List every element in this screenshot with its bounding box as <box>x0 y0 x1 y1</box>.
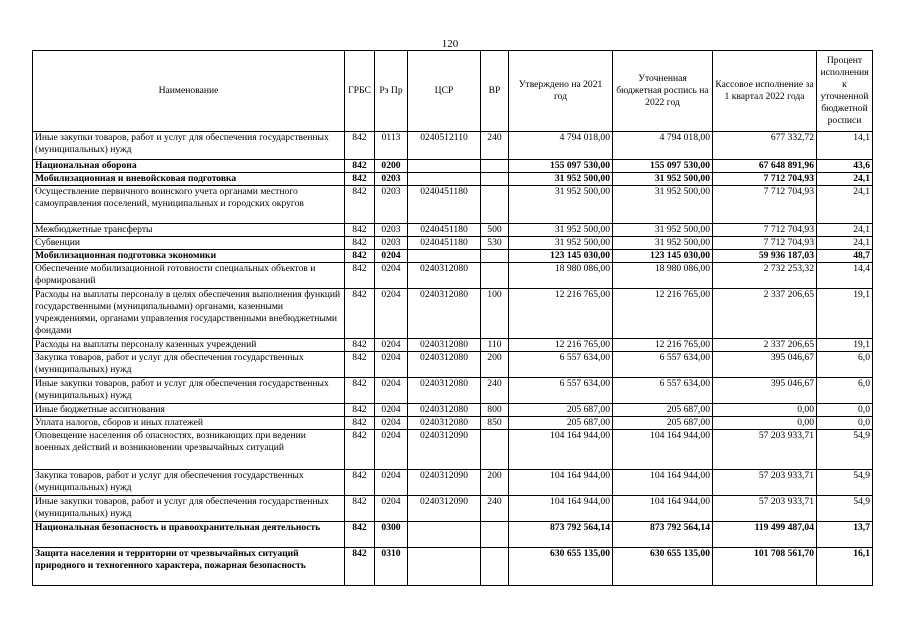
cell-refined: 104 164 944,00 <box>613 470 713 496</box>
cell-vr: 530 <box>481 237 509 250</box>
cell-approved: 31 952 500,00 <box>509 173 613 186</box>
table-row <box>33 404 873 417</box>
cell-rzpr: 0204 <box>375 404 408 417</box>
table-header-row <box>33 51 873 132</box>
cell-rzpr: 0204 <box>375 470 408 496</box>
cell-cash: 67 648 891,96 <box>713 160 817 173</box>
cell-csr <box>408 522 481 548</box>
cell-csr: 0240512110 <box>408 132 481 160</box>
cell-percent: 6,0 <box>817 378 873 404</box>
header-rzpr: Рз Пр <box>375 51 408 132</box>
cell-grbs: 842 <box>345 132 375 160</box>
cell-rzpr: 0300 <box>375 522 408 548</box>
cell-approved: 205 687,00 <box>509 404 613 417</box>
cell-grbs: 842 <box>345 352 375 378</box>
cell-vr: 100 <box>481 289 509 339</box>
cell-cash: 57 203 933,71 <box>713 430 817 470</box>
cell-csr: 0240312090 <box>408 496 481 522</box>
cell-percent: 24,1 <box>817 173 873 186</box>
cell-rzpr: 0310 <box>375 548 408 586</box>
cell-approved: 31 952 500,00 <box>509 186 613 224</box>
table-row <box>33 352 873 378</box>
cell-rzpr: 0204 <box>375 352 408 378</box>
cell-rzpr: 0113 <box>375 132 408 160</box>
cell-refined: 873 792 564,14 <box>613 522 713 548</box>
cell-approved: 18 980 086,00 <box>509 263 613 289</box>
cell-percent: 54,9 <box>817 430 873 470</box>
cell-rzpr: 0204 <box>375 339 408 352</box>
cell-cash: 0,00 <box>713 404 817 417</box>
cell-approved: 873 792 564,14 <box>509 522 613 548</box>
cell-rzpr: 0203 <box>375 173 408 186</box>
cell-grbs: 842 <box>345 378 375 404</box>
cell-refined: 12 216 765,00 <box>613 339 713 352</box>
cell-grbs: 842 <box>345 160 375 173</box>
cell-approved: 31 952 500,00 <box>509 237 613 250</box>
cell-csr: 0240312080 <box>408 378 481 404</box>
cell-vr: 240 <box>481 496 509 522</box>
cell-approved: 155 097 530,00 <box>509 160 613 173</box>
cell-cash: 2 337 206,65 <box>713 289 817 339</box>
page-number: 120 <box>441 38 459 50</box>
table-row <box>33 289 873 339</box>
cell-csr: 0240312080 <box>408 352 481 378</box>
cell-csr <box>408 160 481 173</box>
table-row <box>33 470 873 496</box>
cell-grbs: 842 <box>345 417 375 430</box>
cell-csr <box>408 250 481 263</box>
budget-table <box>32 50 873 586</box>
cell-name: Национальная оборона <box>33 160 345 173</box>
cell-approved: 104 164 944,00 <box>509 470 613 496</box>
cell-percent: 24,1 <box>817 237 873 250</box>
cell-percent: 0,0 <box>817 417 873 430</box>
cell-name: Расходы на выплаты персоналу казенных учреждений <box>33 339 345 352</box>
cell-grbs: 842 <box>345 339 375 352</box>
table-body <box>33 132 873 586</box>
cell-percent: 24,1 <box>817 224 873 237</box>
cell-percent: 14,4 <box>817 263 873 289</box>
cell-name: Национальная безопасность и правоохранительная деятельность <box>33 522 345 548</box>
cell-percent: 14,1 <box>817 132 873 160</box>
table-row <box>33 378 873 404</box>
cell-grbs: 842 <box>345 404 375 417</box>
cell-rzpr: 0204 <box>375 263 408 289</box>
cell-refined: 205 687,00 <box>613 404 713 417</box>
cell-vr <box>481 548 509 586</box>
cell-percent: 24,1 <box>817 186 873 224</box>
cell-percent: 16,1 <box>817 548 873 586</box>
cell-approved: 12 216 765,00 <box>509 289 613 339</box>
cell-cash: 101 708 561,70 <box>713 548 817 586</box>
cell-approved: 6 557 634,00 <box>509 378 613 404</box>
cell-csr: 0240451180 <box>408 237 481 250</box>
cell-csr: 0240451180 <box>408 224 481 237</box>
cell-vr <box>481 160 509 173</box>
cell-refined: 6 557 634,00 <box>613 378 713 404</box>
cell-vr: 200 <box>481 470 509 496</box>
cell-approved: 205 687,00 <box>509 417 613 430</box>
cell-cash: 7 712 704,93 <box>713 237 817 250</box>
cell-grbs: 842 <box>345 186 375 224</box>
cell-name: Иные закупки товаров, работ и услуг для обеспечения государственных (муниципальных) нужд <box>33 132 345 160</box>
header-percent: Процент исполнения к уточненной бюджетной росписи <box>817 51 873 132</box>
cell-name: Иные закупки товаров, работ и услуг для обеспечения государственных (муниципальных) нужд <box>33 378 345 404</box>
cell-name: Оповещение населения об опасностях, возникающих при ведении военных действий и возникновении чрезвычайных ситуаций <box>33 430 345 470</box>
cell-approved: 6 557 634,00 <box>509 352 613 378</box>
cell-vr <box>481 430 509 470</box>
table-row <box>33 250 873 263</box>
cell-name: Закупка товаров, работ и услуг для обеспечения государственных (муниципальных) нужд <box>33 352 345 378</box>
cell-csr: 0240312080 <box>408 417 481 430</box>
cell-vr <box>481 186 509 224</box>
cell-vr: 500 <box>481 224 509 237</box>
cell-approved: 104 164 944,00 <box>509 430 613 470</box>
header-grbs: ГРБС <box>345 51 375 132</box>
cell-name: Осуществление первичного воинского учета органами местного самоуправления поселений, муниципальных и городских округов <box>33 186 345 224</box>
cell-approved: 630 655 135,00 <box>509 548 613 586</box>
table-row <box>33 224 873 237</box>
cell-percent: 43,6 <box>817 160 873 173</box>
cell-name: Межбюджетные трансферты <box>33 224 345 237</box>
cell-csr: 0240312090 <box>408 430 481 470</box>
table-row <box>33 160 873 173</box>
cell-cash: 57 203 933,71 <box>713 496 817 522</box>
header-approved: Утверждено на 2021 год <box>509 51 613 132</box>
header-refined: Уточненная бюджетная роспись на 2022 год <box>613 51 713 132</box>
cell-cash: 2 732 253,32 <box>713 263 817 289</box>
cell-vr <box>481 263 509 289</box>
cell-approved: 12 216 765,00 <box>509 339 613 352</box>
table-row <box>33 496 873 522</box>
cell-approved: 123 145 030,00 <box>509 250 613 263</box>
cell-refined: 123 145 030,00 <box>613 250 713 263</box>
cell-csr <box>408 173 481 186</box>
cell-cash: 7 712 704,93 <box>713 173 817 186</box>
cell-refined: 31 952 500,00 <box>613 237 713 250</box>
cell-vr <box>481 173 509 186</box>
cell-csr: 0240312080 <box>408 263 481 289</box>
cell-grbs: 842 <box>345 548 375 586</box>
cell-name: Защита населения и территории от чрезвычайных ситуаций природного и техногенного характера, пожарная безопасность <box>33 548 345 586</box>
cell-cash: 57 203 933,71 <box>713 470 817 496</box>
header-name: Наименование <box>33 51 345 132</box>
table-row <box>33 339 873 352</box>
cell-rzpr: 0203 <box>375 224 408 237</box>
cell-grbs: 842 <box>345 173 375 186</box>
cell-refined: 18 980 086,00 <box>613 263 713 289</box>
cell-cash: 395 046,67 <box>713 378 817 404</box>
cell-rzpr: 0204 <box>375 496 408 522</box>
cell-name: Расходы на выплаты персоналу в целях обеспечения выполнения функций государственными (муниципальными) органами, казенными учреждениями, органами управления государственными внебюджетными фондами <box>33 289 345 339</box>
cell-name: Иные закупки товаров, работ и услуг для обеспечения государственных (муниципальных) нужд <box>33 496 345 522</box>
cell-refined: 12 216 765,00 <box>613 289 713 339</box>
cell-grbs: 842 <box>345 289 375 339</box>
cell-csr: 0240451180 <box>408 186 481 224</box>
cell-percent: 54,9 <box>817 470 873 496</box>
table-row <box>33 522 873 548</box>
cell-cash: 395 046,67 <box>713 352 817 378</box>
cell-refined: 104 164 944,00 <box>613 430 713 470</box>
cell-refined: 104 164 944,00 <box>613 496 713 522</box>
cell-percent: 6,0 <box>817 352 873 378</box>
cell-vr: 200 <box>481 352 509 378</box>
cell-name: Уплата налогов, сборов и иных платежей <box>33 417 345 430</box>
cell-rzpr: 0204 <box>375 378 408 404</box>
table-row <box>33 417 873 430</box>
table-row <box>33 186 873 224</box>
cell-percent: 19,1 <box>817 339 873 352</box>
cell-grbs: 842 <box>345 496 375 522</box>
cell-cash: 2 337 206,65 <box>713 339 817 352</box>
cell-refined: 205 687,00 <box>613 417 713 430</box>
cell-vr: 240 <box>481 132 509 160</box>
cell-grbs: 842 <box>345 263 375 289</box>
cell-vr: 110 <box>481 339 509 352</box>
cell-vr: 800 <box>481 404 509 417</box>
cell-vr <box>481 250 509 263</box>
cell-csr: 0240312080 <box>408 289 481 339</box>
table-row <box>33 430 873 470</box>
cell-name: Обеспечение мобилизационной готовности специальных объектов и формирований <box>33 263 345 289</box>
cell-cash: 59 936 187,03 <box>713 250 817 263</box>
cell-approved: 4 794 018,00 <box>509 132 613 160</box>
cell-csr <box>408 548 481 586</box>
cell-csr: 0240312080 <box>408 404 481 417</box>
cell-cash: 677 332,72 <box>713 132 817 160</box>
cell-vr: 850 <box>481 417 509 430</box>
cell-percent: 19,1 <box>817 289 873 339</box>
cell-refined: 31 952 500,00 <box>613 173 713 186</box>
table-row <box>33 132 873 160</box>
cell-refined: 31 952 500,00 <box>613 224 713 237</box>
cell-csr: 0240312080 <box>408 339 481 352</box>
cell-percent: 0,0 <box>817 404 873 417</box>
cell-refined: 4 794 018,00 <box>613 132 713 160</box>
cell-grbs: 842 <box>345 430 375 470</box>
cell-rzpr: 0203 <box>375 237 408 250</box>
table-row <box>33 237 873 250</box>
cell-cash: 7 712 704,93 <box>713 186 817 224</box>
cell-cash: 119 499 487,04 <box>713 522 817 548</box>
header-cash: Кассовое исполнение за 1 квартал 2022 года <box>713 51 817 132</box>
cell-name: Мобилизационная подготовка экономики <box>33 250 345 263</box>
cell-vr <box>481 522 509 548</box>
cell-refined: 6 557 634,00 <box>613 352 713 378</box>
cell-name: Мобилизационная и вневойсковая подготовка <box>33 173 345 186</box>
cell-grbs: 842 <box>345 237 375 250</box>
cell-percent: 48,7 <box>817 250 873 263</box>
cell-rzpr: 0204 <box>375 430 408 470</box>
table-row <box>33 173 873 186</box>
cell-cash: 7 712 704,93 <box>713 224 817 237</box>
cell-rzpr: 0204 <box>375 417 408 430</box>
cell-name: Субвенции <box>33 237 345 250</box>
cell-grbs: 842 <box>345 224 375 237</box>
cell-grbs: 842 <box>345 250 375 263</box>
cell-rzpr: 0204 <box>375 250 408 263</box>
cell-approved: 31 952 500,00 <box>509 224 613 237</box>
table-row <box>33 263 873 289</box>
header-csr: ЦСР <box>408 51 481 132</box>
table-row <box>33 548 873 586</box>
cell-name: Иные бюджетные ассигнования <box>33 404 345 417</box>
cell-csr: 0240312090 <box>408 470 481 496</box>
cell-grbs: 842 <box>345 522 375 548</box>
cell-percent: 54,9 <box>817 496 873 522</box>
cell-refined: 630 655 135,00 <box>613 548 713 586</box>
cell-percent: 13,7 <box>817 522 873 548</box>
cell-grbs: 842 <box>345 470 375 496</box>
cell-rzpr: 0200 <box>375 160 408 173</box>
cell-refined: 31 952 500,00 <box>613 186 713 224</box>
cell-rzpr: 0203 <box>375 186 408 224</box>
cell-rzpr: 0204 <box>375 289 408 339</box>
cell-approved: 104 164 944,00 <box>509 496 613 522</box>
header-vr: ВР <box>481 51 509 132</box>
cell-vr: 240 <box>481 378 509 404</box>
cell-refined: 155 097 530,00 <box>613 160 713 173</box>
cell-name: Закупка товаров, работ и услуг для обеспечения государственных (муниципальных) нужд <box>33 470 345 496</box>
cell-cash: 0,00 <box>713 417 817 430</box>
